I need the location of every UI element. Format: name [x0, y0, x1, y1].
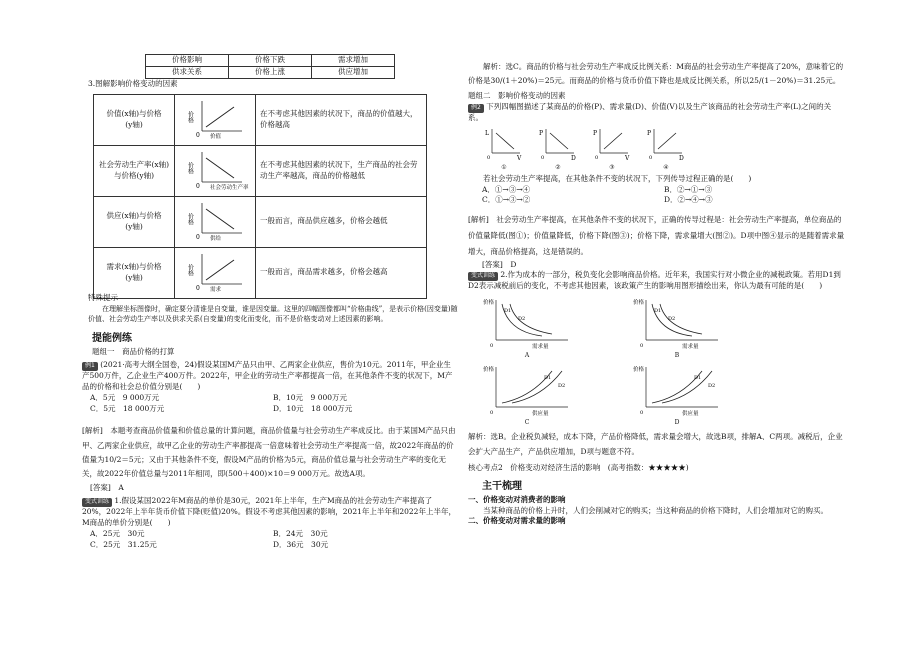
cell: 需求增加 — [312, 55, 395, 67]
curve-graph-letter: B — [674, 352, 680, 359]
y-axis-label: 价格 — [186, 111, 194, 123]
variant-text: 2.作为成本的一部分，税负变化会影响商品价格。近年来，我国实行对小微企业的减税政策。若用D1到D2表示减税前后的变化，不考虑其他因素，该政策产生的影响用图形描绘出来，你认为最有可能的是( ) — [468, 270, 841, 291]
option: B．24元 30元 — [273, 528, 328, 538]
x-axis-label: 供应量 — [532, 410, 549, 417]
y-axis-label: 价格 — [483, 300, 495, 307]
curve-label: D2 — [668, 316, 676, 323]
origin: 0 — [196, 233, 200, 241]
section-title: 提能例练 — [92, 333, 132, 344]
graph-desc: 在不考虑其他因素的状况下，商品的价值越大，价格越高 — [256, 95, 427, 146]
graph-row — [94, 145, 427, 196]
graph-cell — [175, 247, 256, 298]
axis-graph — [180, 146, 250, 192]
origin: 0 — [541, 154, 545, 161]
question: 若社会劳动生产率提高，在其他条件不变的状况下，下列传导过程正确的是( ) — [483, 173, 752, 183]
tips-title: 特殊提示 — [88, 293, 118, 302]
axis-graph — [180, 197, 250, 243]
curve-graph — [482, 296, 572, 361]
graph-desc: 一般而言，商品需求越多，价格会越高 — [256, 247, 427, 298]
curve-graph — [632, 363, 722, 428]
example-1 — [82, 360, 456, 551]
right-column — [468, 60, 846, 527]
graph-label: 价值(x轴)与价格 (y轴) — [94, 95, 175, 146]
analysis: [解析] 本题考查商品价值量和价值总量的计算问题，商品价值量与社会劳动生产率成反比。由于某国M产品只由甲、乙两家企业供应，故甲乙企业的劳动生产率都提高一倍意味着社会劳动生产率提高一倍，故2022年商品的价值量为10/2＝5元；又由于其他条件不变，假设M产品的价格为5元，商品价值总量与社会劳动生产率的变化无关，故2022年价值总量与2011年相同，即(500＋400)×10＝9 000万元。故选A项。 — [82, 426, 456, 479]
origin: 0 — [649, 154, 653, 161]
variant-tag: 变式训练 — [468, 272, 498, 281]
cell: 价格影响 — [146, 55, 229, 67]
option: C．①→③→② — [482, 195, 531, 205]
option: B．10元 9 000万元 — [273, 392, 348, 402]
graph-row — [94, 95, 427, 146]
graph-title: 3.图解影响价格变动的因素 — [88, 79, 178, 88]
axis-graph — [180, 248, 250, 294]
mini-graph — [538, 127, 578, 173]
cell: 价格下跌 — [229, 55, 312, 67]
y-axis-label: 价格 — [633, 300, 645, 307]
group-title: 题组一 商品价格的打算 — [92, 347, 175, 356]
option: C．5元 18 000万元 — [90, 403, 165, 413]
subsection-text: 当某种商品的价格上升时，人们会削减对它的购买；当这种商品的价格下降时，人们会增加对它的购买。 — [483, 505, 828, 515]
graph-cell — [175, 95, 256, 146]
curve-graphs — [482, 296, 782, 427]
section-title: 主干梳理 — [482, 481, 522, 493]
curve-label: D1 — [694, 374, 702, 381]
y-axis-label: 价格 — [186, 161, 194, 174]
mini-graph-number: ③ — [609, 164, 615, 172]
key-point: 核心考点2 价格变动对经济生活的影响 (高考指数：★★★★★) — [468, 463, 689, 473]
answer: [答案] D — [482, 259, 517, 269]
option: A．①→③→④ — [482, 184, 530, 194]
mini-graph-number: ② — [555, 164, 561, 172]
x-axis-label: 需求 — [210, 286, 222, 293]
graph-label: 需求(x轴)与价格 (y轴) — [94, 247, 175, 298]
graph-desc: 在不考虑其他因素的状况下，生产商品的社会劳动生产率越高，商品的价格越低 — [256, 145, 427, 196]
curve-label: D1 — [654, 308, 662, 315]
x-axis-label: 社会劳动生产率 — [210, 184, 249, 191]
mini-graph-number: ④ — [663, 164, 669, 172]
curve-label: D2 — [518, 316, 526, 323]
analysis: 解析：选B。企业税负减轻，成本下降，产品价格降低，需求量会增大，故选B项，排解A、C两项。减税后，企业会扩大产品生产，产品供应增加，D项与题意不符。 — [468, 432, 843, 457]
option: C．25元 31.25元 — [90, 539, 157, 549]
cell: 价格上涨 — [229, 67, 312, 79]
group-title-2: 题组二 影响价格变动的因素 — [468, 91, 566, 100]
option: A．25元 30元 — [90, 528, 145, 538]
subsection: 二、价格变动对需求量的影响 — [468, 516, 566, 526]
option: D．②→④→③ — [664, 195, 713, 205]
variant-text: 1.假设某国2022年M商品的单价是30元，2021年上半年，生产M商品的社会劳动生产率提高了20%，2022年上半年货币价值下降(贬值)20%。假设不考虑其他因素的影响，2021年上半年和2022年上半年，M商品的单价分别是( ) — [82, 496, 456, 527]
curve-label: D2 — [558, 382, 566, 389]
y-axis-label: 价格 — [186, 263, 194, 276]
curve-graph-letter: C — [524, 418, 530, 426]
x-axis-label: D — [679, 154, 684, 161]
x-axis-label: 供给 — [210, 235, 222, 242]
y-axis-label: L — [485, 129, 489, 137]
mini-graphs — [484, 127, 846, 171]
analysis: [解析] 社会劳动生产率提高，在其他条件不变的状况下，正确的传导过程是：社会劳动生产率提高，单位商品的价值量降低(图①)；价值量降低，价格下降(图③)；价格下降，需求量增大(图②)。D项中图④显示的是随着需求量增大，商品价格提高，这是错误的。 — [468, 215, 845, 256]
y-axis-label: 价格 — [483, 366, 495, 373]
mini-graph — [484, 127, 524, 173]
example-text: 下列四幅图描述了某商品的价格(P)、需求量(D)、价值(V)以及生产该商品的社会劳动生产率(L)之间的关系。 — [468, 101, 832, 122]
curve-graph-letter: A — [524, 352, 530, 359]
x-axis-label: V — [517, 154, 522, 161]
curve-graph — [632, 296, 722, 361]
x-axis-label: 需求量 — [532, 344, 549, 351]
origin: 0 — [196, 284, 200, 292]
option: A．5元 9 000万元 — [90, 392, 160, 402]
example-tag: 例1 — [82, 362, 98, 371]
answer: [答案] A — [90, 483, 124, 493]
graph-cell — [175, 145, 256, 196]
cell: 供应增加 — [312, 67, 395, 79]
origin: 0 — [595, 154, 599, 161]
x-axis-label: V — [625, 154, 630, 161]
origin: 0 — [196, 132, 200, 139]
y-axis-label: 价格 — [633, 366, 645, 373]
y-axis-label: P — [593, 129, 598, 137]
graph-label: 供应(x轴)与价格 (y轴) — [94, 196, 175, 247]
mini-graph — [592, 127, 632, 173]
curve-label: D1 — [544, 374, 552, 381]
option: B．②→①→③ — [664, 184, 713, 194]
curve-graph — [482, 363, 572, 428]
axis-graph — [180, 95, 250, 141]
subsection: 一、价格变动对消费者的影响 — [468, 494, 566, 504]
y-axis-label: P — [647, 129, 652, 137]
top-table — [145, 54, 395, 79]
mini-graph — [646, 127, 686, 173]
cell: 供求关系 — [146, 67, 229, 79]
origin: 0 — [196, 182, 200, 190]
origin: 0 — [490, 409, 494, 416]
x-axis-label: 供应量 — [682, 410, 699, 417]
origin: 0 — [640, 343, 644, 350]
example-tag: 例2 — [468, 104, 484, 113]
graph-row — [94, 247, 427, 298]
graph-label: 社会劳动生产率(x轴) 与价格(y轴) — [94, 145, 175, 196]
curve-label: D1 — [504, 308, 512, 315]
graph-desc: 一般而言，商品供应越多，价格会越低 — [256, 196, 427, 247]
x-axis-label: D — [571, 154, 576, 161]
tips-text: 在理解坐标图像时，确定要分清谁是自变量，谁是因变量。这里的四幅图像都叫“价格曲线”，是表示价格(因变量)随价值、社会劳动生产率以及供求关系(自变量)的变化而变化，而不是价格变动对上述因素的影响。 — [88, 304, 458, 324]
mini-graph-number: ① — [501, 164, 507, 172]
example-text: (2021·高考大纲全国卷，24)假设某国M产品只由甲、乙两家企业供应，售价为10元。2011年，甲企业生产500万件，乙企业生产400万件。2022年，甲企业的劳动生产率都提高一倍，在其他条件不变的状况下，M产品的价格和社会总价值分别是( ) — [82, 360, 453, 391]
y-axis-label: P — [539, 129, 544, 137]
graph-cell — [175, 196, 256, 247]
origin: 0 — [640, 409, 644, 416]
option: D．10元 18 000万元 — [273, 403, 353, 413]
variant-tag: 变式训练 — [82, 498, 112, 507]
graph-table — [93, 94, 427, 299]
x-axis-label: 需求量 — [682, 344, 699, 351]
y-axis-label: 价格 — [186, 212, 194, 225]
option: D．36元 30元 — [273, 539, 329, 549]
tips — [88, 293, 458, 324]
curve-graph-letter: D — [674, 418, 680, 426]
origin: 0 — [490, 343, 494, 350]
right-analysis: 解析：选C。商品的价格与社会劳动生产率成反比例关系：M商品的社会劳动生产率提高了20%，意味着它的价格是30/(1＋20%)＝25元。而商品的价格与货币价值下降也是成反比例关系，所以25/(1－20%)＝31.25元。 — [468, 62, 844, 85]
x-axis-label: 价值 — [210, 134, 222, 140]
graph-row — [94, 196, 427, 247]
curve-label: D2 — [708, 382, 716, 389]
origin: 0 — [487, 154, 491, 161]
